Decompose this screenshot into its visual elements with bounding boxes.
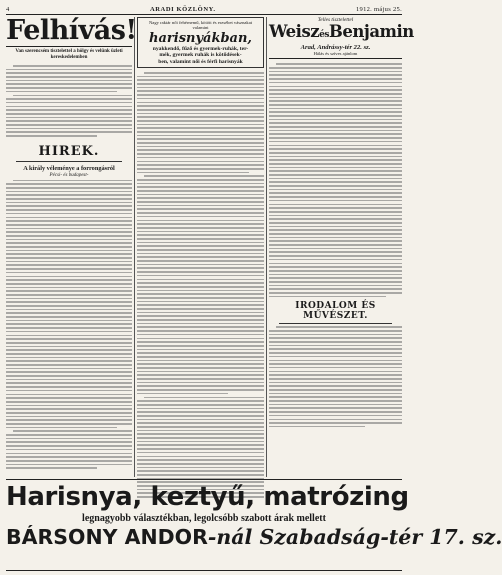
bottom-advertisement — [6, 482, 502, 571]
column-right — [269, 17, 414, 427]
felhivas-subtitle: Van szerencsém tisztelettel a hölgy és velünk üzleti kereskedelemben — [15, 49, 123, 60]
section-rule — [16, 161, 122, 162]
ad-line: nyakkendő, fűző és gyermek-ruhák, ter- — [152, 45, 249, 52]
company-name-a: Weisz — [269, 22, 320, 41]
irodalom-body — [269, 326, 402, 427]
store-name: BÁRSONY ANDOR — [6, 525, 208, 549]
masthead — [6, 4, 402, 14]
banner-store — [6, 525, 502, 549]
column-divider — [266, 17, 267, 477]
ad-intro: Nagy raktár női fehérnemű, kötött és erzsébet vásznakat valamint — [148, 20, 253, 31]
right-body — [269, 63, 402, 297]
hirek-heading: HIREK. — [38, 143, 100, 159]
ad-label: Telles tisztelettel — [317, 17, 354, 23]
irodalom-heading: IRODALOM ÉS MŰVÉSZET. — [295, 301, 376, 322]
middle-body — [137, 72, 264, 498]
issue-date: 1912. május 25. — [355, 5, 402, 13]
section-rule — [279, 323, 392, 324]
felhivas-body — [6, 65, 132, 137]
column-left — [6, 15, 137, 469]
article-subtitle: Pécsi- és budapest- — [49, 172, 89, 178]
harisnya-advertisement — [137, 17, 264, 68]
ad-highlight: harisnyákban, — [149, 30, 252, 46]
column-divider — [134, 17, 135, 477]
ad-line: mék, gyermek ruhák is kötődések- — [159, 52, 242, 59]
weisz-benjamin-note: Hálás és szíves ajánlom — [269, 51, 402, 59]
page-number: 4 — [6, 5, 10, 13]
article-body — [6, 180, 132, 469]
banner-rule — [6, 479, 402, 480]
newspaper-title: ARADI KÖZLÖNY. — [149, 5, 216, 13]
company-name-and: és — [319, 30, 329, 40]
banner-headline: Harisnya, keztyű, matrózing — [6, 482, 409, 512]
article-title: A király véleménye a forrongásról — [23, 164, 115, 172]
banner-subline: legnagyobb választékban, legolcsóbb szabott árak mellett — [82, 513, 326, 524]
store-address: -nál Szabadság-tér 17. sz. — [207, 525, 502, 549]
felhivas-heading: Felhívás! — [6, 15, 137, 46]
company-name-b: Benjamin — [328, 22, 414, 41]
ad-line: ben, valamint női és férfi harisnyák — [158, 58, 243, 65]
weisz-benjamin-address: Arad, Andrássy-tér 22. sz. — [300, 44, 371, 51]
weisz-benjamin-name — [269, 22, 414, 44]
column-middle — [137, 17, 264, 498]
